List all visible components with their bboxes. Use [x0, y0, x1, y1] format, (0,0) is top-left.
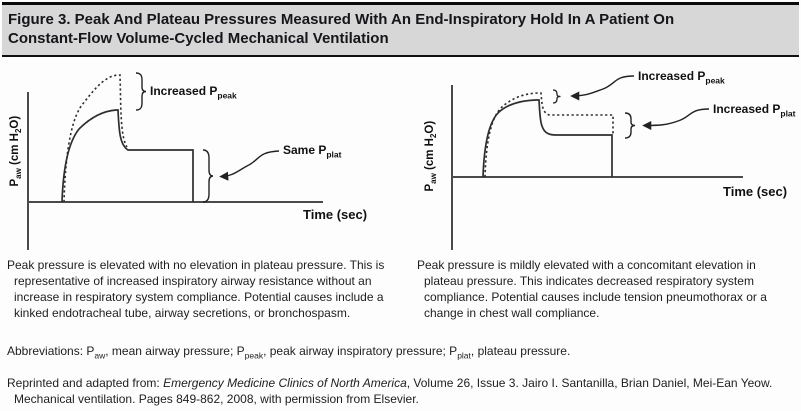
figure-title-line2: Constant-Flow Volume-Cycled Mechanical Ventilation — [8, 30, 389, 47]
solid-pressure-curve — [62, 110, 193, 202]
right-x-axis-label: Time (sec) — [723, 184, 788, 199]
right-y-axis-label: $P_{aw}$ (cm $H_2O$) — [423, 120, 439, 192]
increased-plat-arrow — [644, 109, 709, 126]
left-y-axis-label: $P_{aw}$ (cm $H_2O$) — [8, 115, 24, 187]
plateau-brace — [203, 150, 213, 202]
left-pressure-diagram — [0, 60, 400, 256]
peak-difference-brace — [553, 90, 561, 103]
same-pplat-label: Same $P_{plat}$ — [283, 143, 342, 160]
figure-title-band — [2, 5, 799, 57]
left-caption: Peak pressure is elevated with no elevation in plateau pressure. This is representative of increased inspiratory airway resistance without an increase in respiratory system compliance. Potential causes include a kinked endotracheal tube, airway secretions, or bronchospasm. — [7, 258, 385, 320]
right-pressure-diagram — [400, 60, 801, 256]
increased-ppeak-label: Increased $P_{peak}$ — [638, 69, 725, 86]
increased-peak-arrow — [572, 76, 634, 96]
abbreviations-line: Abbreviations: $P_{aw}$, mean airway pressure; $P_{peak}$, peak airway inspiratory pressure; $P_{plat}$, plateau pressure. — [7, 344, 571, 361]
same-plat-arrow — [221, 151, 279, 177]
citation: Reprinted and adapted from: Emergency Medicine Clinics of North America, Volume 26, Issue 3. Jairo I. Santanilla, Brian Daniel, Mei-Ean Yeow. Mechanical ventilation. Pages 849-862, 2008, with permission from Elsevier. — [7, 376, 773, 406]
solid-pressure-curve — [483, 100, 612, 177]
increased-pplat-label: Increased $P_{plat}$ — [713, 102, 796, 119]
right-caption: Peak pressure is mildly elevated with a concomitant elevation in plateau pressure. This indicates decreased respiratory system compliance. Potential causes include tension pneumothorax or a change in chest wall compliance. — [417, 258, 767, 320]
right-diagram-svg — [400, 60, 801, 256]
peak-difference-brace — [136, 73, 146, 110]
figure-title-line1: Figure 3. Peak And Plateau Pressures Measured With An End-Inspiratory Hold In A Patient On — [8, 11, 675, 28]
left-x-axis-label: Time (sec) — [303, 207, 368, 222]
increased-ppeak-label: Increased $P_{peak}$ — [150, 84, 237, 101]
plateau-difference-brace — [625, 113, 635, 138]
journal-name: Emergency Medicine Clinics of North America — [163, 376, 407, 390]
